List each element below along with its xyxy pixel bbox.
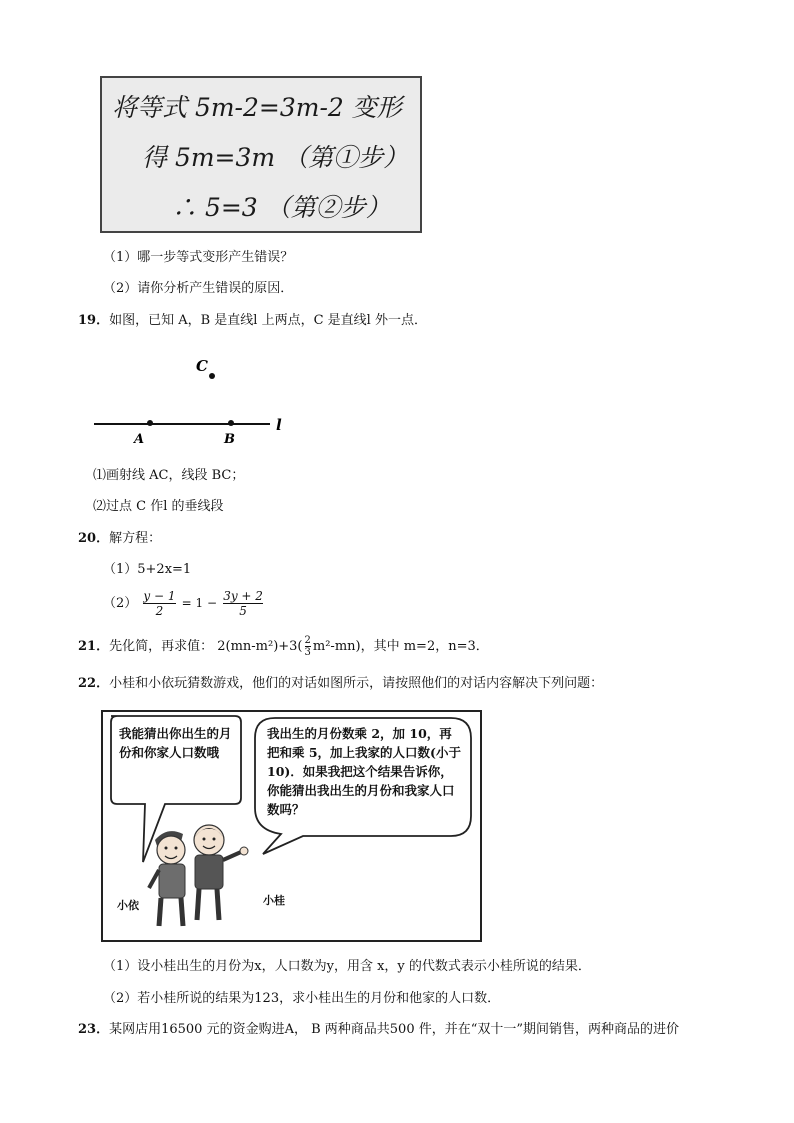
q21-fraction <box>305 635 311 658</box>
q19-sub1: ⑴画射线 AC，线段 BC； <box>93 468 245 483</box>
q21-fraction-den: 3 <box>304 647 311 658</box>
q21-text-b: m²-mn)，其中 m=2，n=3． <box>312 639 489 654</box>
q18-sub2: （2）请你分析产生错误的原因． <box>103 281 294 296</box>
q21-number: 21． <box>78 639 110 654</box>
q20-sub2-prefix: （2） <box>103 596 138 611</box>
q20-fraction-left <box>143 589 175 618</box>
q23-stem <box>78 1021 679 1039</box>
point-c <box>209 373 215 379</box>
q21-fraction-num: 2 <box>304 635 311 646</box>
point-a <box>147 420 153 426</box>
q22-sub2: （2）若小桂所说的结果为123，求小桂出生的月份和他家的人口数． <box>103 991 501 1006</box>
handwritten-photo <box>100 76 422 233</box>
q19-figure <box>88 350 298 450</box>
q19-number: 19． <box>78 313 110 328</box>
label-l: l <box>276 416 282 434</box>
q20-fraction-right <box>223 589 263 618</box>
point-b <box>228 420 234 426</box>
label-c: C <box>196 357 208 375</box>
q21-text-a: 先化简，再求值： 2(mn-m²)+3( <box>109 639 303 654</box>
q19-sub2: ⑵过点 C 作l 的垂线段 <box>93 499 224 514</box>
q20-fraction-right-num: 3y + 2 <box>223 589 263 603</box>
q22-text: 小桂和小依玩猜数游戏，他们的对话如图所示，请按照他们的对话内容解决下列问题： <box>109 676 604 691</box>
handwritten-line-3: ∴ 5=3 （第②步） <box>172 193 391 222</box>
name-xiaogui: 小桂 <box>263 894 285 907</box>
left-bubble-text: 我能猜出你出生的月份和你家人口数哦 <box>119 726 232 760</box>
q20-text: 解方程： <box>109 531 162 546</box>
q22-number: 22． <box>78 676 110 691</box>
q19-text: 如图，已知 A，B 是直线l 上两点，C 是直线l 外一点． <box>109 313 427 328</box>
kid-xiaogui-figure <box>194 825 248 920</box>
q23-number: 23． <box>78 1022 110 1037</box>
q19-stem <box>78 312 427 330</box>
q20-fraction-left-den: 2 <box>155 604 164 618</box>
q20-fraction-right-den: 5 <box>239 604 247 618</box>
q20-sub2 <box>103 588 265 619</box>
handwritten-line-1: 将等式 5m-2=3m-2 变形 <box>112 93 402 122</box>
q22-stem <box>78 675 603 693</box>
q21-stem <box>78 632 489 662</box>
comic-panel <box>101 710 482 942</box>
q20-number: 20． <box>78 531 110 546</box>
q23-text: 某网店用16500 元的资金购进A， B 两种商品共500 件，并在“双十一”期间销售，两种商品的进价 <box>109 1022 680 1037</box>
q20-fraction-left-num: y − 1 <box>143 589 176 603</box>
q22-sub1: （1）设小桂出生的月份为x，人口数为y，用含 x，y 的代数式表示小桂所说的结果． <box>103 959 591 974</box>
kid-xiaoyi-figure <box>149 831 185 926</box>
name-xiaoyi: 小依 <box>117 899 139 912</box>
label-a: A <box>134 432 145 447</box>
right-bubble-text: 我出生的月份数乘 2，加 10，再把和乘 5，加上我家的人口数(小于 10)．如果我把这个结果告诉你，你能猜出我出生的月份和我家人口数吗？ <box>267 726 461 817</box>
q20-eq-mid: = 1 − <box>181 596 218 610</box>
q20-sub1: （1）5+2x=1 <box>103 562 192 577</box>
handwritten-line-2: 得 5m=3m （第①步） <box>142 143 409 172</box>
q20-stem <box>78 530 161 548</box>
label-b: B <box>224 432 235 447</box>
q18-sub1: （1）哪一步等式变形产生错误？ <box>103 250 294 265</box>
